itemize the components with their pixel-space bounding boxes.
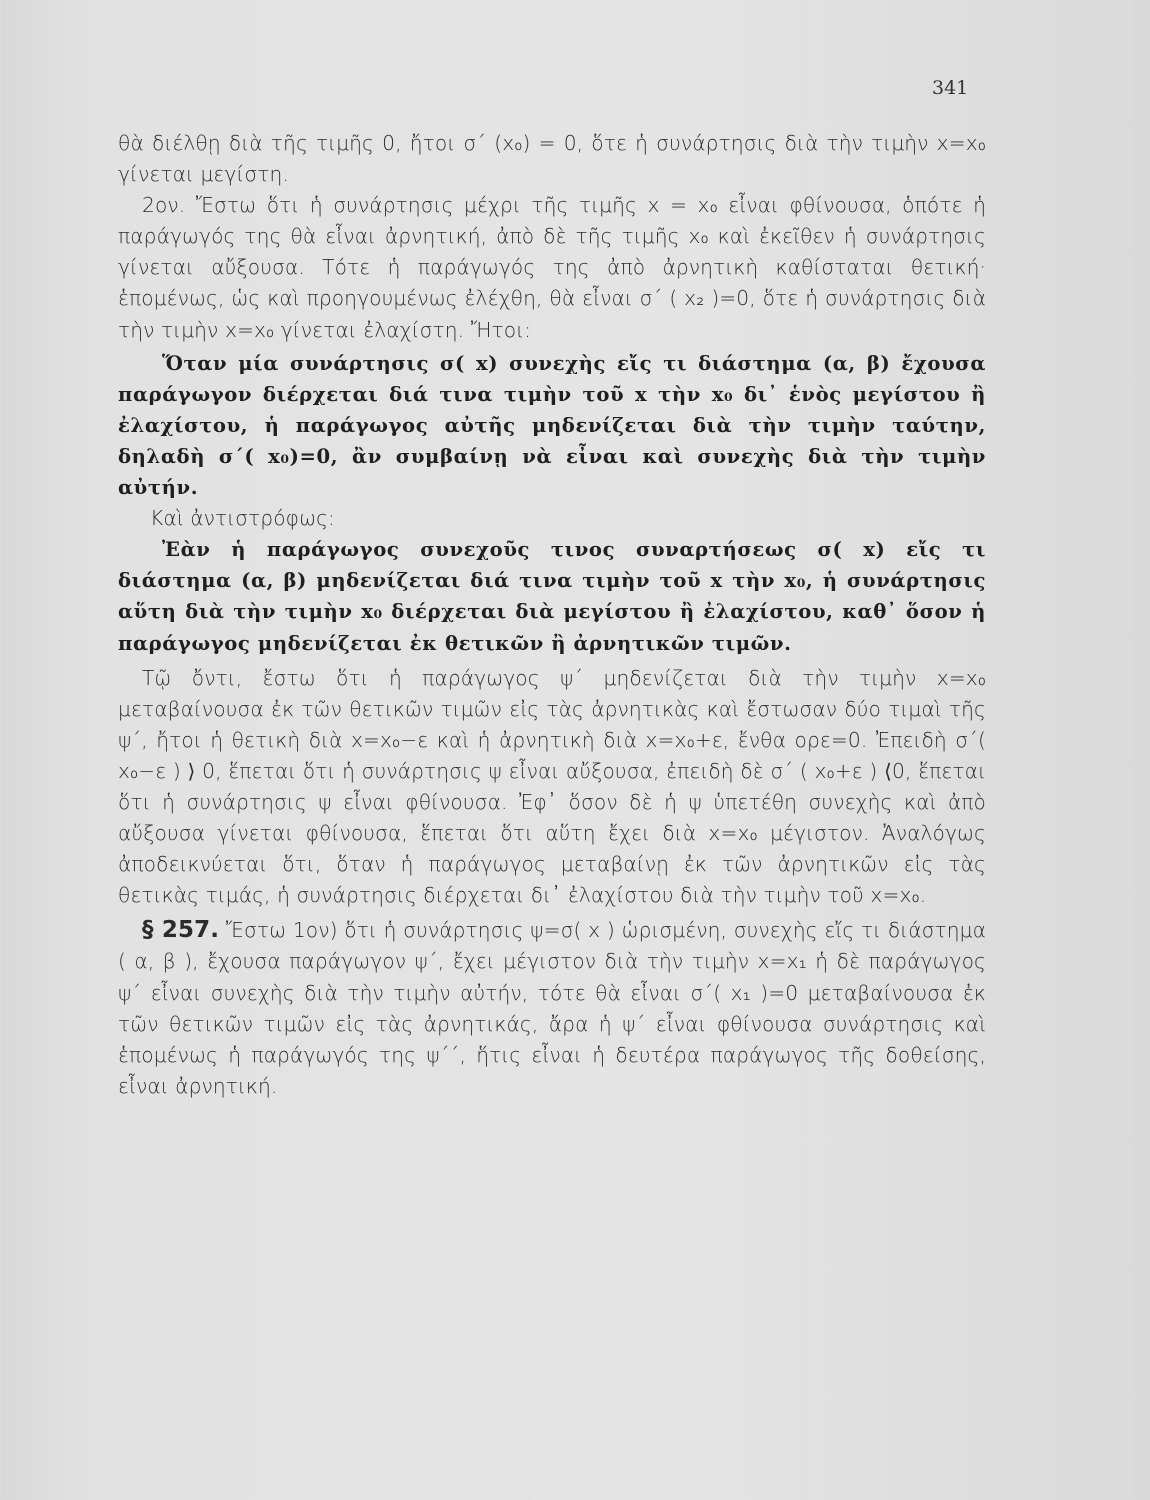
page-body [118,128,986,1102]
section-text: Ἔστω 1ον) ὅτι ἡ συνάρτησις ψ=σ( x ) ὡρισμένη, συνεχὴς εἴς τι διάστημα ( α, β ), ἔχουσα παράγωγον ψ΄, ἔχει μέγιστον διὰ τὴν τιμὴν x=x₁ ἡ δὲ παράγωγος ψ΄ εἶναι συνεχὴς διὰ τὴν τιμὴν αὐτήν, τότε θὰ εἶναι σ΄( x₁ )=0 μεταβαίνουσα ἐκ τῶν θετικῶν τιμῶν εἰς τὰς ἀρνητικάς, ἄρα ἡ ψ΄ εἶναι φθίνουσα συνάρτησις καὶ ἑπομένως ἡ παράγωγός της ψ΄΄, ἥτις εἶναι ἡ δευτέρα παράγωγος τῆς δοθείσης, εἶναι ἀρνητική. [118,918,987,1098]
section-number: § 257. [142,917,220,944]
paragraph-continuation: θὰ διέλθῃ διὰ τῆς τιμῆς 0, ἤτοι σ΄ (x₀) = 0, ὅτε ἡ συνάρτησις διὰ τὴν τιμὴν x=x₀ γίνεται μεγίστη. [118,131,986,187]
page-number: 341 [932,77,969,99]
converse-theorem-statement: Ἐὰν ἡ παράγωγος συνεχοῦς τινος συναρτήσεως σ( x) εἴς τι διάστημα (α, β) μηδενίζεται διά τινα τιμὴν τοῦ x τὴν x₀, ἡ συνάρτησις αὕτη διὰ τὴν τιμὴν x₀ διέρχεται διὰ μεγίστου ἢ ἐλαχίστου, καθ᾿ ὅσον ἡ παράγωγος μηδενίζεται ἐκ θετικῶν ἢ ἀρνητικῶν τιμῶν. [118,538,986,655]
converse-heading: Καὶ ἀντιστρόφως: [150,506,335,531]
section-257 [118,915,986,1102]
theorem-statement: Ὅταν μία συνάρτησις σ( x) συνεχὴς εἴς τι διάστημα (α, β) ἔχουσα παράγωγον διέρχεται διά τινα τιμὴν τοῦ x τὴν x₀ δι᾿ ἑνὸς μεγίστου ἢ ἐλαχίστου, ἡ παράγωγος αὐτῆς μηδενίζεται διὰ τὴν τιμὴν ταύτην, δηλαδὴ σ΄( x₀)=0, ἂν συμβαίνῃ νὰ εἶναι καὶ συνεχὴς διὰ τὴν τιμὴν αὐτήν. [118,351,986,500]
proof-paragraph: Τῷ ὄντι, ἔστω ὅτι ἡ παράγωγος ψ΄ μηδενίζεται διὰ τὴν τιμὴν x=x₀ μεταβαίνουσα ἐκ τῶν θετικῶν τιμῶν εἰς τὰς ἀρνητικὰς καὶ ἔστωσαν δύο τιμαὶ τῆς ψ΄, ἤτοι ἡ θετικὴ διὰ x=x₀−ε καὶ ἡ ἀρνητικὴ διὰ x=x₀+ε, ἔνθα ορε=0. Ἐπειδὴ σ΄( x₀−ε ) ⟩ 0, ἕπεται ὅτι ἡ συνάρτησις ψ εἶναι αὔξουσα, ἐπειδὴ δὲ σ΄ ( x₀+ε ) ⟨0, ἕπεται ὅτι ἡ συνάρτησις ψ εἶναι φθίνουσα. Ἐφ᾿ ὅσον δὲ ἡ ψ ὑπετέθη συνεχὴς καὶ ἀπὸ αὔξουσα γίνεται φθίνουσα, ἕπεται ὅτι αὕτη ἔχει διὰ x=x₀ μέγιστον. Ἀναλόγως ἀποδεικνύεται ὅτι, ὅταν ἡ παράγωγος μεταβαίνῃ ἐκ τῶν ἀρνητικῶν εἰς τὰς θετικὰς τιμάς, ἡ συνάρτησις διέρχεται δι᾿ ἐλαχίστου διὰ τὴν τιμὴν τοῦ x=x₀. [118,665,986,908]
paragraph-case-2: 2ον. Ἔστω ὅτι ἡ συνάρτησις μέχρι τῆς τιμῆς x = x₀ εἶναι φθίνουσα, ὁπότε ἡ παράγωγός της θὰ εἶναι ἀρνητική, ἀπὸ δὲ τῆς τιμῆς x₀ καὶ ἐκεῖθεν ἡ συνάρτησις γίνεται αὔξουσα. Τότε ἡ παράγωγός της ἀπὸ ἀρνητικὴ καθίσταται θετική· ἑπομένως, ὡς καὶ προηγουμένως ἐλέχθη, θὰ εἶναι σ΄ ( x₂ )=0, ὅτε ἡ συνάρτησις διὰ τὴν τιμὴν x=x₀ γίνεται ἐλαχίστη. Ἤτοι: [118,193,986,342]
